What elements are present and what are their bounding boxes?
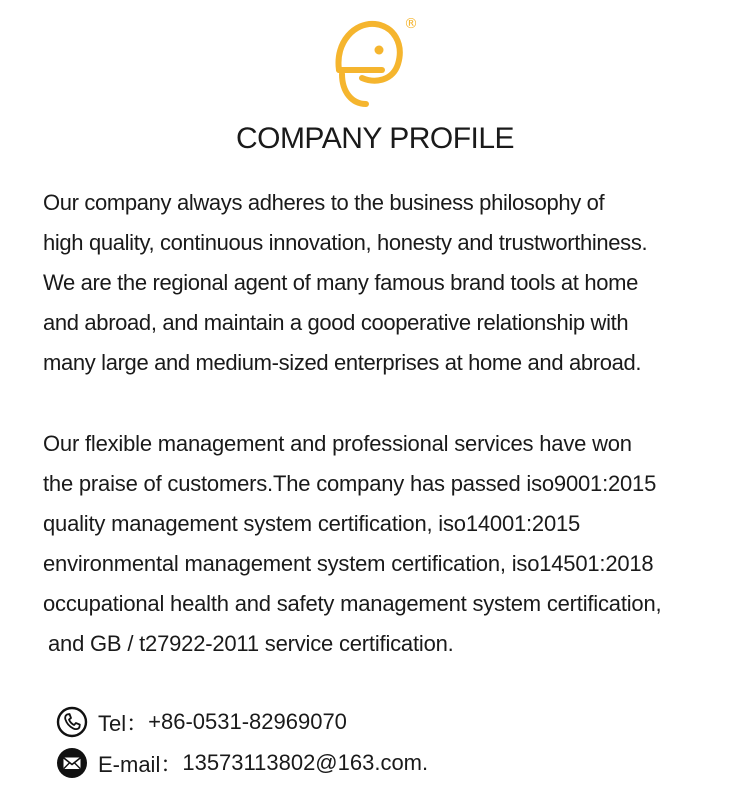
paragraph-line: the praise of customers.The company has passed iso9001:2015	[43, 471, 657, 496]
contact-email	[56, 747, 428, 779]
email-value[interactable]: 13573113802@163.com.	[182, 750, 429, 775]
paragraph-line: Our flexible management and professional services have won	[43, 431, 632, 456]
certification-paragraph	[43, 424, 661, 664]
brand-logo	[330, 12, 420, 110]
registered-mark: ®	[404, 16, 418, 32]
paragraph-line: Our company always adheres to the business philosophy of	[43, 190, 605, 215]
paragraph-line: We are the regional agent of many famous brand tools at home	[43, 270, 638, 295]
paragraph-line: environmental management system certification, iso14501:2018	[43, 551, 654, 576]
tel-value[interactable]: +86-0531-82969070	[148, 709, 347, 734]
mail-icon	[56, 747, 88, 779]
paragraph-line: high quality, continuous innovation, honesty and trustworthiness.	[43, 230, 648, 255]
paragraph-line: many large and medium-sized enterprises at home and abroad.	[43, 350, 642, 375]
paragraph-line: and GB / t27922-2011 service certification.	[48, 631, 454, 656]
paragraph-line: quality management system certification, iso14001:2015	[43, 511, 581, 536]
intro-paragraph	[43, 183, 647, 383]
paragraph-line: occupational health and safety management system certification,	[43, 591, 662, 616]
page-title: COMPANY PROFILE	[235, 122, 515, 155]
phone-icon	[56, 706, 88, 738]
tel-label: Tel：	[98, 710, 149, 736]
paragraph-line: and abroad, and maintain a good cooperative relationship with	[43, 310, 629, 335]
contact-tel	[56, 706, 347, 738]
email-label: E-mail：	[98, 751, 183, 777]
brand-logo-mark	[330, 12, 420, 110]
